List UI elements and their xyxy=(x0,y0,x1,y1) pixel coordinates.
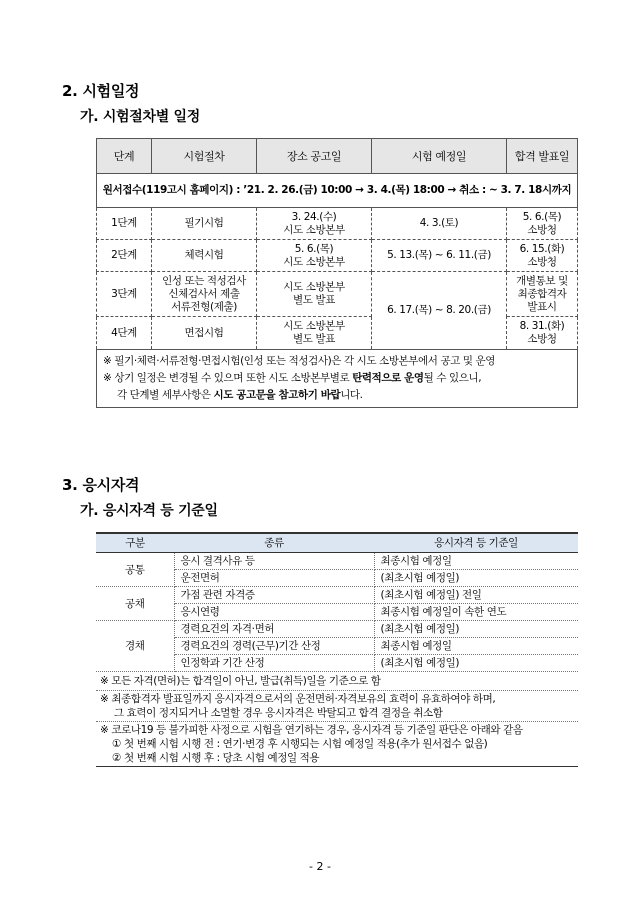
note-text: 각 단계별 세부사항은 xyxy=(117,389,214,401)
header-exam-date: 시험 예정일 xyxy=(372,139,507,174)
place-org: 시도 소방본부 xyxy=(283,255,345,268)
table-row xyxy=(97,272,578,317)
result-line: 최종합격자 xyxy=(517,287,567,300)
stage-cell: 3단계 xyxy=(97,272,152,317)
procedure-cell: 체력시험 xyxy=(152,240,257,272)
exam-schedule-table xyxy=(96,138,578,408)
note-emphasis: 시도 공고문을 참고하기 바랍 xyxy=(213,389,341,401)
exam-date-cell: 6. 17.(목) ~ 8. 20.(금) xyxy=(372,272,507,350)
place-cell xyxy=(257,208,372,240)
date-cell: (최초시험 예정일) xyxy=(374,655,578,672)
type-cell: 응시 결격사유 등 xyxy=(174,553,374,570)
notes-cell xyxy=(96,691,578,722)
note-text: ※ 상기 일정은 변경될 수 있으며 또한 시도 소방본부별로 xyxy=(103,372,353,384)
page-number: - 2 - xyxy=(309,860,331,873)
type-cell: 운전면허 xyxy=(174,570,374,587)
notes-row xyxy=(97,350,578,408)
note-line xyxy=(103,387,571,404)
date-cell: 최종시험 예정일 xyxy=(374,638,578,655)
notes-row xyxy=(96,672,578,691)
header-type: 종류 xyxy=(174,533,374,553)
note-line: 그 효력이 정지되거나 소멸할 경우 응시자격은 박탈되고 합격 결정을 취소함 xyxy=(114,707,443,719)
note-text: 니다. xyxy=(340,389,363,401)
header-stage: 단계 xyxy=(97,139,152,174)
place-org: 시도 소방본부 xyxy=(283,281,345,293)
section2-title: 2. 시험일정 xyxy=(62,82,140,100)
stage-cell: 4단계 xyxy=(97,317,152,350)
procedure-cell: 필기시험 xyxy=(152,208,257,240)
type-cell: 가점 관련 자격증 xyxy=(174,587,374,604)
table-row xyxy=(97,240,578,272)
result-date: 6. 15.(화) xyxy=(519,242,565,255)
result-date: 5. 6.(목) xyxy=(522,210,562,223)
note-line: ※ 모든 자격(면허)는 합격일이 아닌, 발급(취득)일을 기준으로 함 xyxy=(96,672,578,691)
table-header-row xyxy=(96,533,578,553)
section3-subtitle: 가. 응시자격 등 기준일 xyxy=(80,503,218,519)
result-line: 개별통보 및 xyxy=(516,274,568,287)
header-place: 장소 공고일 xyxy=(257,139,372,174)
date-cell: 최종시험 예정일 xyxy=(374,553,578,570)
result-line: 발표시 xyxy=(527,300,557,313)
type-cell: 경력요건의 경력(근무)기간 산정 xyxy=(174,638,374,655)
procedure-line: 서류전형(제출) xyxy=(171,300,237,313)
notes-row xyxy=(96,722,578,767)
procedure-cell xyxy=(152,272,257,317)
procedure-cell: 면접시험 xyxy=(152,317,257,350)
header-procedure: 시험절차 xyxy=(152,139,257,174)
result-org: 소방청 xyxy=(527,333,557,345)
place-note: 별도 발표 xyxy=(293,294,335,306)
header-category: 구분 xyxy=(96,533,174,553)
note-line: ※ 코로나19 등 불가피한 사정으로 시험을 연기하는 경우, 응시자격 등 기준일 판단은 아래와 같음 xyxy=(100,724,523,736)
procedure-line: 신체검사서 제출 xyxy=(168,287,240,300)
header-result-date: 합격 발표일 xyxy=(507,139,578,174)
stage-cell: 2단계 xyxy=(97,240,152,272)
note-line: ① 첫 번째 시험 시행 전 : 연기·변경 후 시행되는 시험 예정일 적용(추가 원서접수 없음) xyxy=(112,738,488,750)
application-row xyxy=(97,174,578,208)
type-cell: 인정학과 기간 산정 xyxy=(174,655,374,672)
note-line: ※ 최종합격자 발표일까지 응시자격으로서의 운전면허·자격보유의 효력이 유효하여야 하며, xyxy=(100,693,496,705)
result-org: 소방청 xyxy=(527,255,557,268)
type-cell: 응시연령 xyxy=(174,604,374,621)
place-note: 별도 발표 xyxy=(293,333,335,345)
place-date: 3. 24.(수) xyxy=(291,210,337,223)
stage-cell: 1단계 xyxy=(97,208,152,240)
category-cell: 공채 xyxy=(96,587,174,621)
result-org: 소방청 xyxy=(527,223,557,236)
table-row xyxy=(96,621,578,638)
section2-subtitle: 가. 시험절차별 일정 xyxy=(80,109,200,125)
date-cell: (최초시험 예정일) xyxy=(374,570,578,587)
result-cell xyxy=(507,272,578,317)
note-emphasis: 탄력적으로 운영 xyxy=(352,372,424,384)
section3-title: 3. 응시자격 xyxy=(62,476,140,494)
table-header-row xyxy=(97,139,578,174)
eligibility-table xyxy=(96,532,578,767)
place-org: 시도 소방본부 xyxy=(283,320,345,332)
application-info: 원서접수(119고시 홈페이지) : ’21. 2. 26.(금) 10:00 → 3. 4.(목) 18:00 → 취소 : ~ 3. 7. 18시까지 xyxy=(97,174,578,208)
header-reference-date: 응시자격 등 기준일 xyxy=(374,533,578,553)
note-text: 될 수 있으니, xyxy=(423,372,482,384)
type-cell: 경력요건의 자격·면허 xyxy=(174,621,374,638)
place-cell xyxy=(257,240,372,272)
place-org: 시도 소방본부 xyxy=(283,223,345,236)
table-row xyxy=(96,553,578,570)
note-line xyxy=(103,370,571,387)
result-cell xyxy=(507,240,578,272)
category-cell: 경채 xyxy=(96,621,174,672)
exam-date-cell: 5. 13.(목) ~ 6. 11.(금) xyxy=(372,240,507,272)
place-cell xyxy=(257,272,372,317)
note-line: ② 첫 번째 시험 시행 후 : 당초 시험 예정일 적용 xyxy=(112,752,320,764)
result-date: 8. 31.(화) xyxy=(519,320,565,332)
result-cell xyxy=(507,208,578,240)
table-row xyxy=(96,587,578,604)
place-date: 5. 6.(목) xyxy=(294,242,334,255)
category-cell: 공통 xyxy=(96,553,174,587)
date-cell: 최종시험 예정일이 속한 연도 xyxy=(374,604,578,621)
notes-cell xyxy=(97,350,578,408)
note-line: ※ 필기·체력·서류전형·면접시험(인성 또는 적성검사)은 각 시도 소방본부에서 공고 및 운영 xyxy=(103,355,496,367)
notes-cell xyxy=(96,722,578,767)
exam-date-cell: 4. 3.(토) xyxy=(372,208,507,240)
notes-row xyxy=(96,691,578,722)
procedure-line: 인성 또는 적성검사 xyxy=(162,274,246,287)
place-cell xyxy=(257,317,372,350)
date-cell: (최초시험 예정일) 전일 xyxy=(374,587,578,604)
date-cell: (최초시험 예정일) xyxy=(374,621,578,638)
table-row xyxy=(97,208,578,240)
result-cell xyxy=(507,317,578,350)
